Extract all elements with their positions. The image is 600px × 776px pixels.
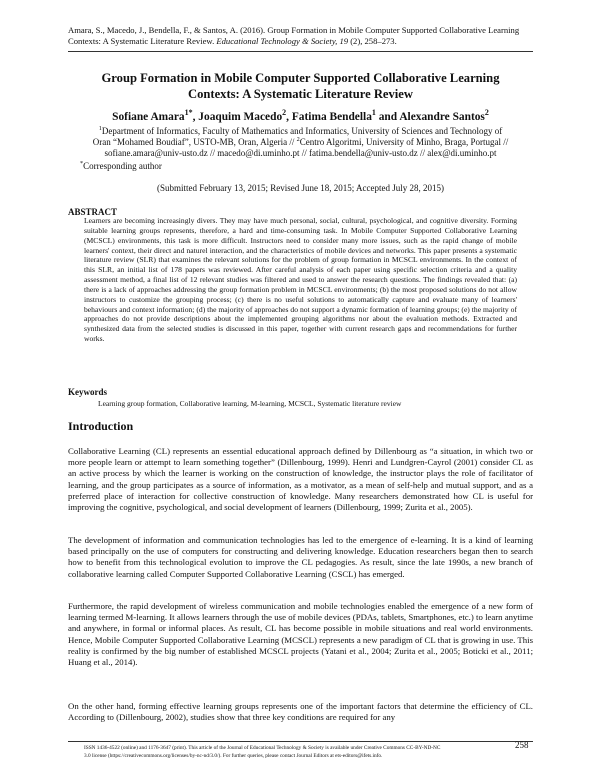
paper-title	[68, 70, 533, 102]
footer-rule	[68, 741, 533, 742]
corresp-mark: *	[80, 160, 84, 167]
header-rule	[68, 51, 533, 52]
author-separator: ,	[286, 111, 292, 123]
affiliations	[68, 126, 533, 160]
author-2: Joaquim Macedo	[198, 111, 283, 123]
footer-line-2: 3.0 license (https://creativecommons.org/licenses/by-nc-nd/3.0/). For further queries, please contact Journal Editors at ets-editors@ifets.info.	[84, 753, 383, 760]
abstract-text: Learners are becoming increasingly divers. They may have much personal, social, cultural, psychological, and cognitive diversity. Forming suitable learning groups represents, therefore, a hard and time-consuming task. In Mobile Computer Supported Collaborative Learning (MCSCL) environments, this task is more difficult. Instructors need to consider many more issues, such as the rapid change of mobile learners' context, their direct and naturel interaction, and the characteristics of mobile devices and networks. This paper presents a systematic literature review (SLR) that examines the relevant solutions for the problem of group formation in MCSCL environments. In the context of this SLR, an initial list of 178 papers was reviewed. After careful analysis of each paper using specific selection criteria and a quality assessment method, a final list of 12 relevant studies was filtered and used to answer the research questions. The findings revealed that: (a) there is a lack of approaches addressing the group formation problem in MCSCL environments; (b) the most proposed solutions do not allow instructors to customize the grouping process; (c) there is no useful solutions to automatically capture and evaluate many of learners' behaviours and context information; (d) the majority of approaches do not support a dynamic formation of learning groups; (e) the majority of approaches do not provide descriptions about the implemented grouping algorithms nor about the evaluation methods. Extracted and synthesized data from the selected studies is discussed in this paper, together with current research gaps and recommendations for further works.	[84, 216, 517, 344]
author-separator: ,	[192, 111, 199, 123]
corresp-label: Corresponding author	[83, 161, 162, 171]
footer-license	[84, 744, 504, 760]
citation	[68, 25, 538, 47]
intro-paragraph-3: Furthermore, the rapid development of wireless communication and mobile technologies enabled the emergence of a new form of learning termed M-learning. It allows learners through the use of mobile devices (PDAs, tablets, Smartphones, etc.) to learn anytime and anywhere, in formal or informal places. As result, CL has become possible in mobile situations and real world environments. Hence, Mobile Computer Supported Collaborative Learning (MCSCL) represents a new paradigm of CL that is growing in use. This reality is confirmed by the big number of established MCSCL projects (Yatani et al., 2004; Zurita et al., 2005; Boticki et al., 2011; Huang et al., 2014).	[68, 601, 533, 668]
author-list	[68, 110, 533, 124]
intro-paragraph-4: On the other hand, forming effective learning groups represents one of the important factors that determine the efficiency of CL. According to (Dillenbourg, 2002), studies show that three key conditions are required for any	[68, 701, 533, 723]
title-line-1: Group Formation in Mobile Computer Supported Collaborative Learning	[101, 71, 500, 85]
corresponding-author	[80, 161, 162, 171]
author-2-affil: 2	[282, 108, 287, 118]
citation-journal: Educational Technology & Society, 19	[216, 36, 349, 46]
author-and: and	[375, 111, 400, 123]
author-emails: sofiane.amara@univ-usto.dz // macedo@di.uminho.pt // fatima.bendella@univ-usto.dz // alex@di.uminho.pt	[104, 148, 497, 159]
author-3: Fatima Bendella	[291, 111, 372, 123]
submission-dates: (Submitted February 13, 2015; Revised June 18, 2015; Accepted July 28, 2015)	[157, 183, 444, 193]
keywords-heading: Keywords	[68, 387, 107, 397]
author-4-affil: 2	[484, 108, 489, 118]
title-line-2: Contexts: A Systematic Literature Review	[187, 87, 413, 101]
author-1-affil: 1*	[184, 108, 193, 118]
citation-pages: (2), 258–273.	[348, 36, 397, 46]
page-number: 258	[515, 740, 529, 750]
affil-2-mark: 2	[296, 136, 300, 144]
intro-heading: Introduction	[68, 419, 134, 433]
affil-line-1: Department of Informatics, Faculty of Mathematics and Informatics, University of Sciences and Technology of	[101, 126, 503, 136]
author-1: Sofiane Amara	[112, 111, 185, 123]
author-3-affil: 1	[371, 108, 376, 118]
affil-1-mark: 1	[98, 125, 102, 132]
keywords-text: Learning group formation, Collaborative learning, M-learning, MCSCL, Systematic literature review	[98, 399, 402, 408]
author-4: Alexandre Santos	[399, 111, 485, 123]
citation-text: Amara, S., Macedo, J., Bendella, F., & Santos, A. (2016). Group Formation in Mobile Computer Supported Collaborative Learning Contexts: A Systematic Literature Review.	[68, 25, 520, 46]
footer-line-1: ISSN 1436-4522 (online) and 1176-3647 (print). This article of the Journal of Educational Technology & Society is available under Creative Commons CC-BY-ND-NC	[84, 745, 441, 751]
affil-line-2b: Centro Algoritmi, University of Minho, Braga, Portugal //	[299, 137, 509, 148]
affil-line-2: Oran “Mohamed Boudiaf”, USTO-MB, Oran, Algeria //	[92, 137, 297, 148]
intro-paragraph-2: The development of information and communication technologies has led to the emergence of e-learning. It is a kind of learning based principally on the use of computers for constructing and delivering knowledge. Education researchers began then to search how to benefit from this technological evolution to improve the CL pedagogies. As result, since the late 1990s, a new branch of collaborative learning called Computer Supported Collaborative Learning (CSCL) has emerged.	[68, 535, 533, 579]
intro-paragraph-1: Collaborative Learning (CL) represents an essential educational approach defined by Dillenbourg as “a situation, in which two or more people learn or attempt to learn something together” (Dillenbourg, 1999). Henri and Lundgren-Cayrol (2001) consider CL as an active process by which the learner is working on the construction of knowledge, the instructor plays the role of facilitator of learning, and the group participates as a source of information, as a motivator, as a mean of self-help and mutual support, and as a preferred place of interaction for collective construction of knowledge. Many researchers demonstrated how CL is useful for improving the cognitive, psychological, and social development of learners (Dillenbourg, 1999; Zurita et al., 2005).	[68, 446, 533, 513]
abstract-heading: ABSTRACT	[68, 207, 118, 217]
